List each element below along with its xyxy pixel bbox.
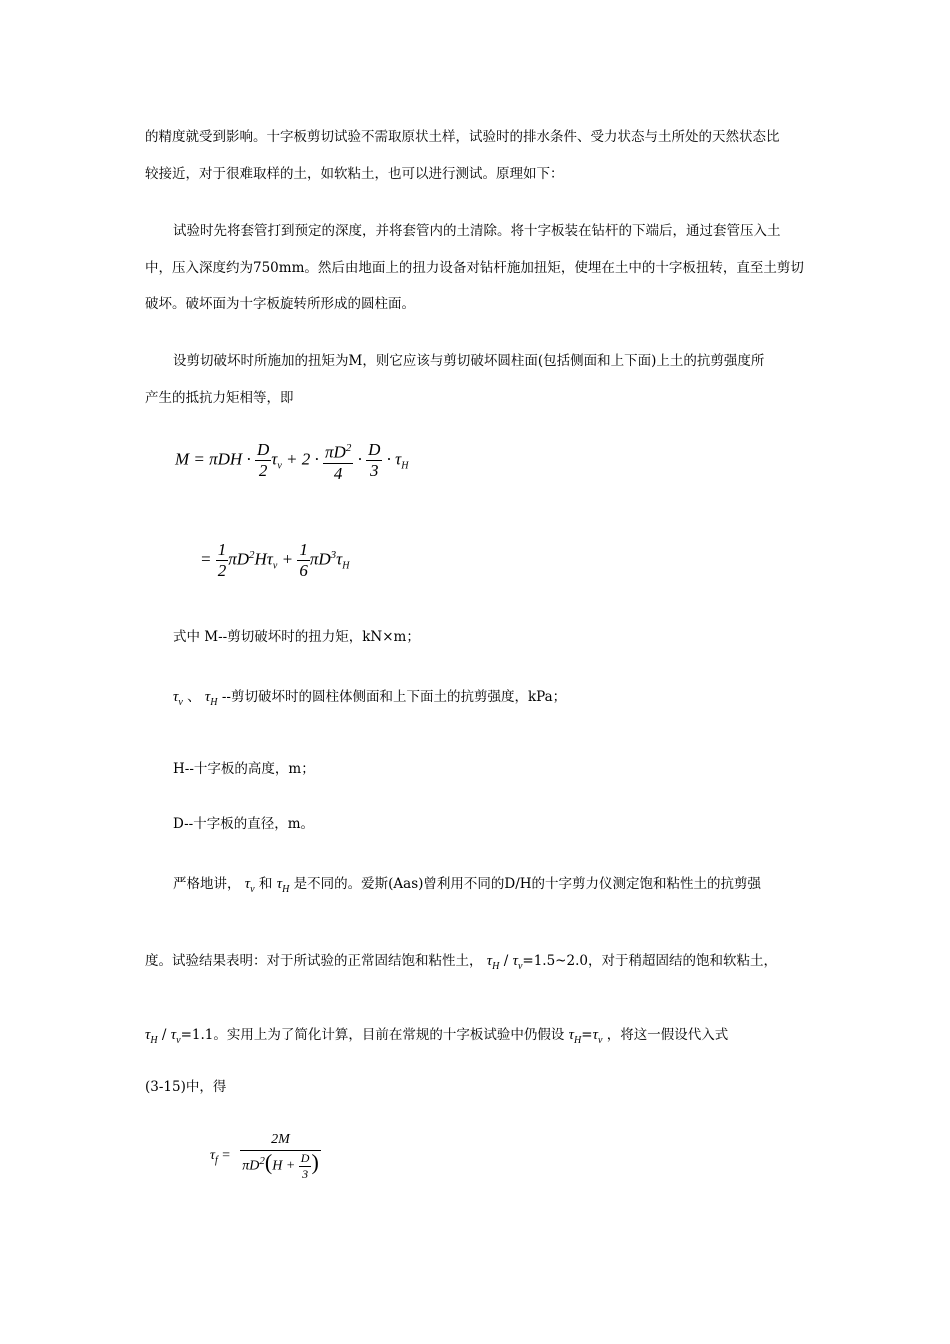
paragraph-2-line-1: 试验时先将套管打到预定的深度，并将套管内的土清除。将十字板装在钻杆的下端后，通过套管压入土 bbox=[173, 223, 781, 239]
torque-equation-line-1: M = πDH · $\frac{D}{2}$ $\tau_v + 2$ · $\frac{\pi D^2}{4}$ · $\frac{D}{3}$ · $\tau_H$ bbox=[175, 438, 408, 484]
torque-equation-line-2: = $\frac{1}{2}$ $\pi D^2H\tau_v$ + $\frac{1}{6}$ $\pi D^3\tau_H$ bbox=[200, 540, 350, 580]
paragraph-3-line-1: 设剪切破坏时所施加的扭矩为M，则它应该与剪切破坏圆柱面(包括侧面和上下面)上土的抗剪强度所 bbox=[173, 353, 765, 369]
paragraph-6: $\tau_H / \tau_v=1.1$。实用上为了简化计算，目前在常规的十字板试验中仍假设 $\tau_H=\tau_v$ ，将这一假设代入式 bbox=[145, 1027, 729, 1046]
tau-v-symbol: $\tau_v$ bbox=[173, 689, 183, 708]
definition-h: H--十字板的高度，m； bbox=[173, 761, 315, 777]
tau-h-symbol: $\tau_H$ bbox=[204, 689, 218, 708]
paragraph-2-line-2: 中，压入深度约为750mm。然后由地面上的扭力设备对钻杆施加扭矩，使埋在土中的十字板扭转，直至土剪切 bbox=[145, 260, 804, 276]
paragraph-1-line-1: 的精度就受到影响。十字板剪切试验不需取原状土样，试验时的排水条件、受力状态与土所处的天然状态比 bbox=[145, 129, 780, 145]
paragraph-3-line-2: 产生的抵抗力矩相等，即 bbox=[145, 390, 294, 406]
definition-m: 式中 M--剪切破坏时的扭力矩，kN×m； bbox=[173, 629, 420, 645]
definition-tau: $\tau_v$ 、 $\tau_H$ --剪切破坏时的圆柱体侧面和上下面土的抗剪强度，kPa； bbox=[173, 689, 567, 708]
paragraph-7: (3-15)中，得 bbox=[145, 1079, 227, 1095]
paragraph-2-line-3: 破坏。破坏面为十字板旋转所形成的圆柱面。 bbox=[145, 296, 415, 312]
paragraph-5: 度。试验结果表明：对于所试验的正常固结饱和粘性土， $\tau_H$ / $\tau_v=1.5\sim 2.0$，对于稍超固结的饱和软粘土， bbox=[145, 953, 777, 972]
paragraph-1-line-2: 较接近，对于很难取样的土，如软粘土，也可以进行测试。原理如下： bbox=[145, 166, 564, 182]
paragraph-4: 严格地讲， $\tau_v$ 和 $\tau_H$ 是不同的。爱斯(Aas)曾利用不同的D/H的十字剪力仪测定饱和粘性土的抗剪强 bbox=[173, 876, 762, 895]
shear-strength-equation: $\tau_f$ = 2M $\pi D^2(H$ + $\frac{D}{3}$ ) bbox=[210, 1132, 319, 1181]
definition-d: D--十字板的直径，m。 bbox=[173, 816, 314, 832]
